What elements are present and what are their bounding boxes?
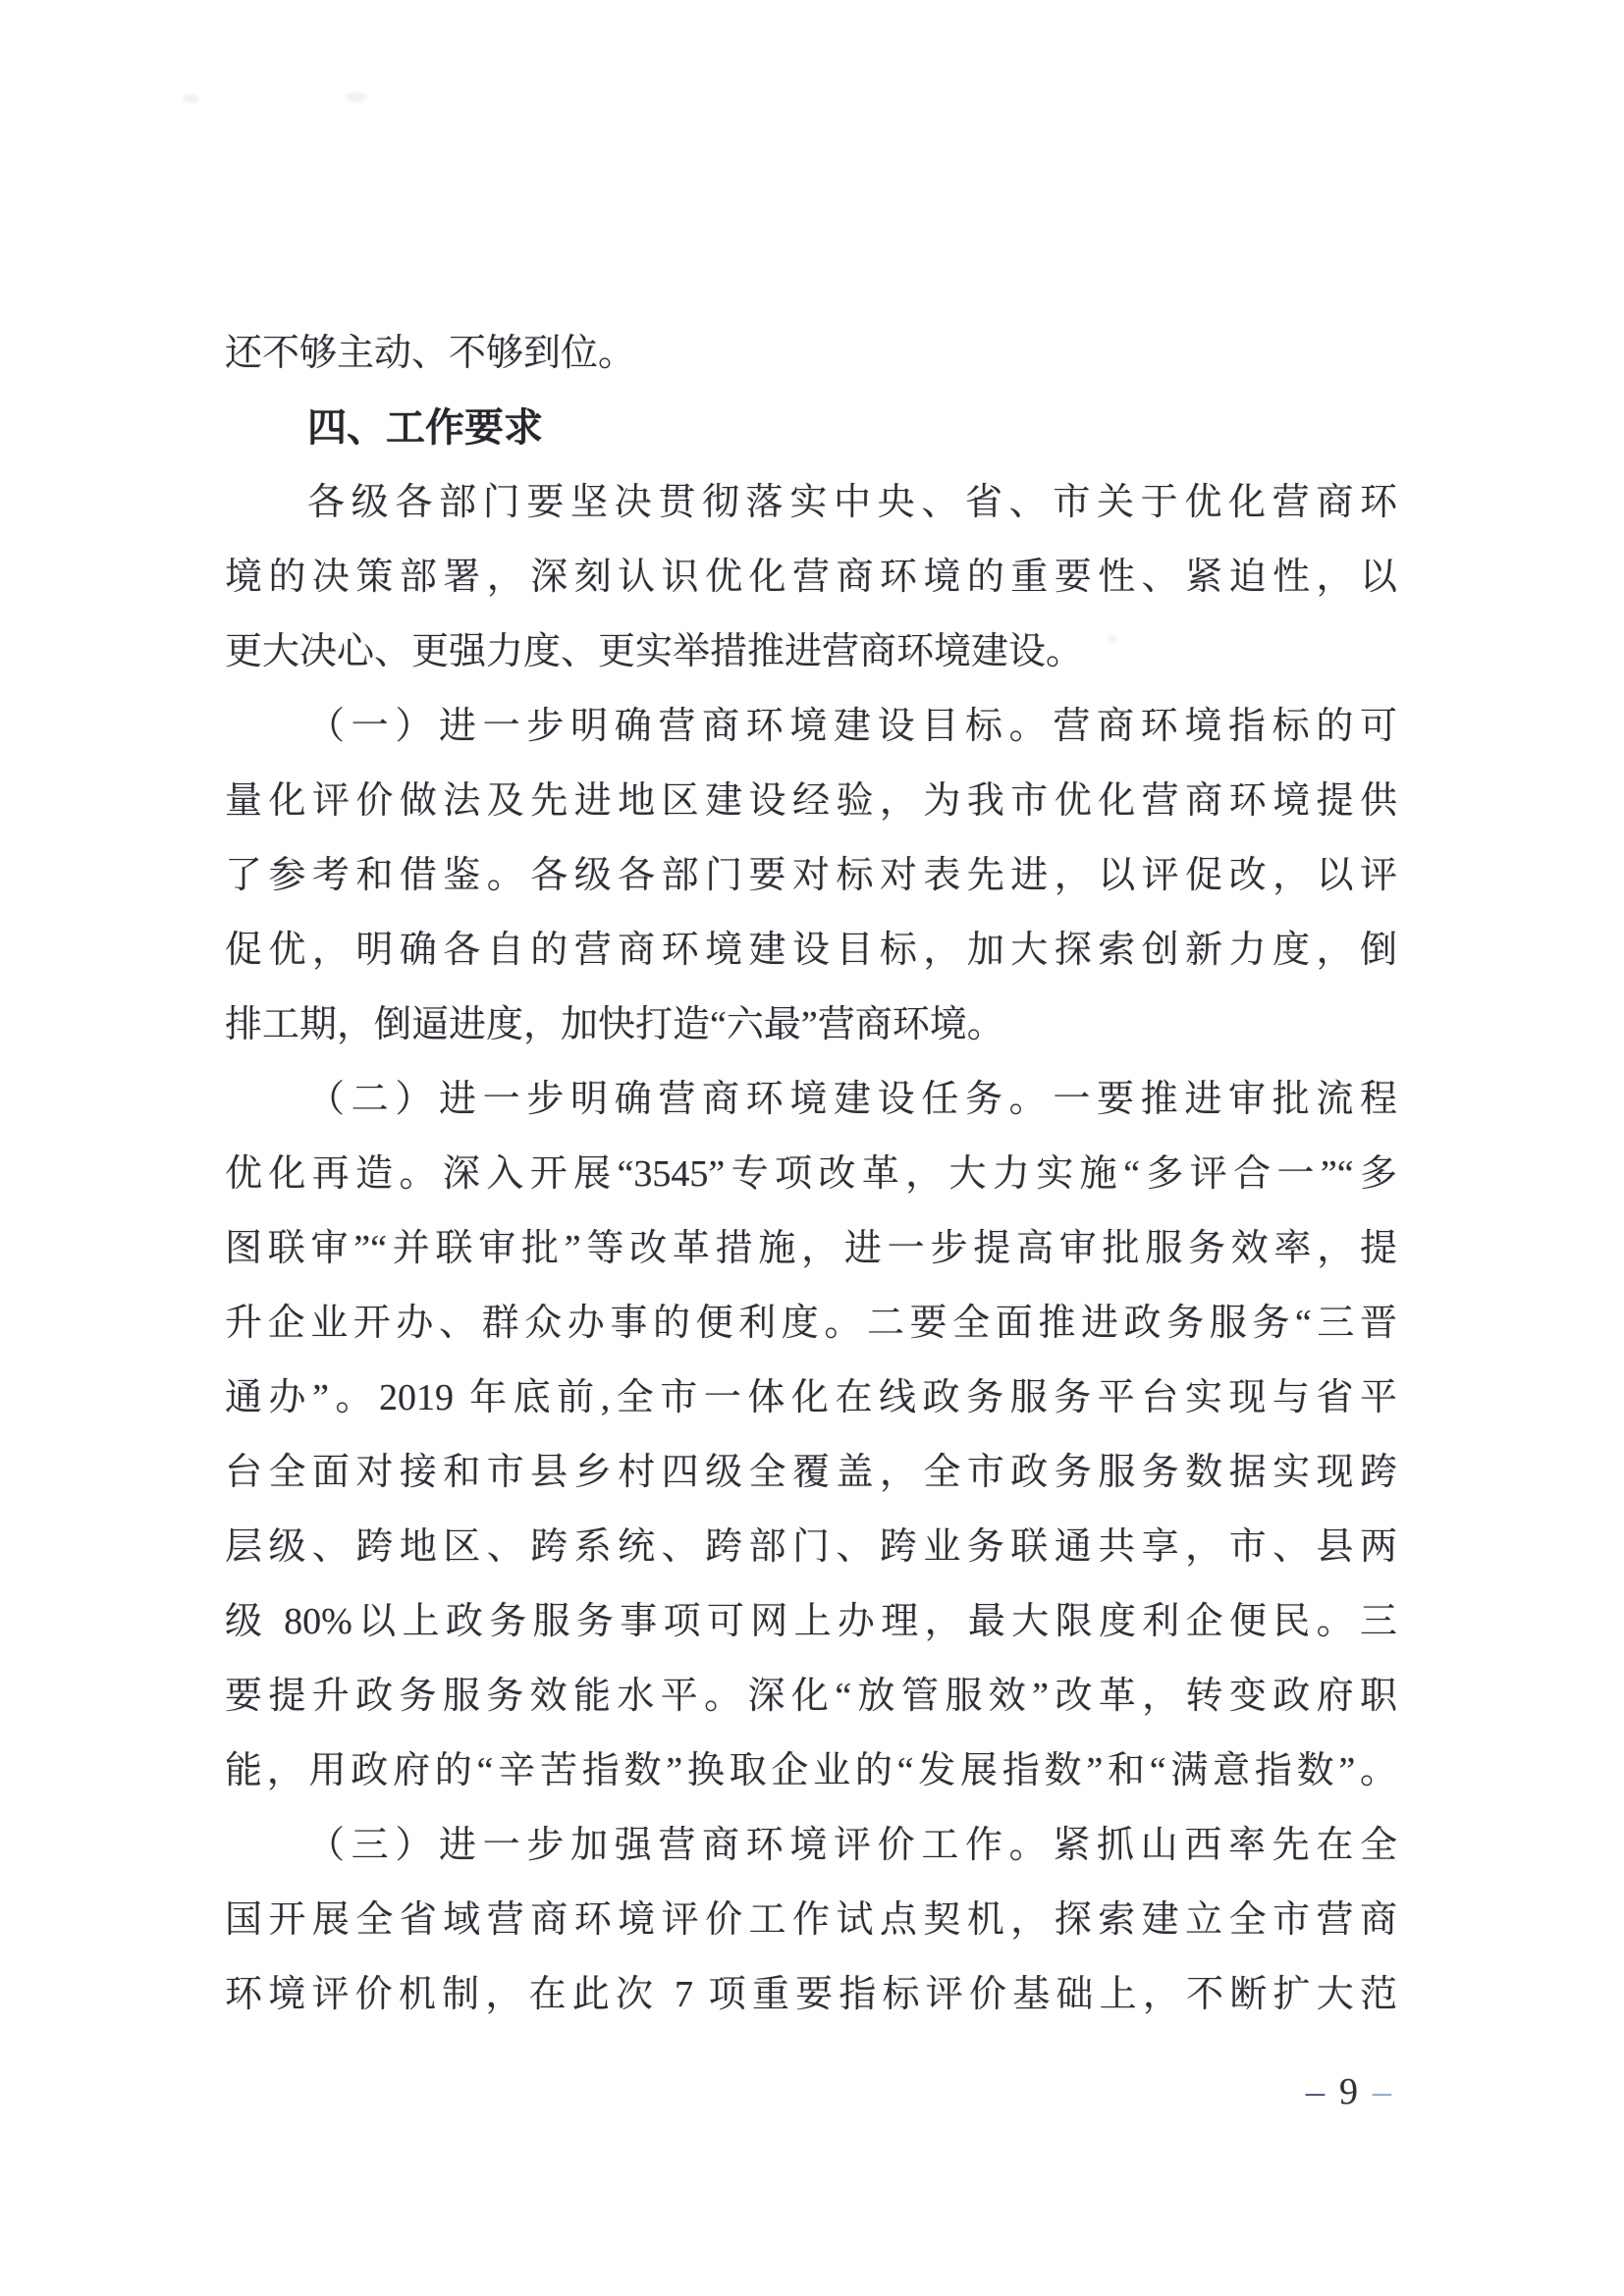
text-line: 通办”。2019 年底前,全市一体化在线政务服务平台实现与省平 [225, 1377, 1397, 1418]
text-line: （二）进一步明确营商环境建设任务。一要推进审批流程 [307, 1079, 1397, 1120]
text-line: 层级、跨地区、跨系统、跨部门、跨业务联通共享，市、县两 [225, 1526, 1397, 1568]
text-line: 排工期，倒逼进度，加快打造“六最”营商环境。 [225, 1004, 1004, 1045]
document-body [225, 316, 1397, 2032]
text-line: 级 80%以上政务服务事项可网上办理，最大限度利企便民。三 [225, 1601, 1397, 1642]
text-line: 环境评价机制，在此次 7 项重要指标评价基础上，不断扩大范 [225, 1974, 1397, 2015]
text-line: 优化再造。深入开展“3545”专项改革，大力实施“多评合一”“多 [225, 1153, 1397, 1195]
text-line: （三）进一步加强营商环境评价工作。紧抓山西率先在全 [307, 1825, 1397, 1866]
scan-smudge [346, 92, 367, 102]
text-line: 能，用政府的“辛苦指数”换取企业的“发展指数”和“满意指数”。 [225, 1750, 1397, 1791]
text-line: 量化评价做法及先进地区建设经验，为我市优化营商环境提供 [225, 780, 1397, 822]
text-line: （一）进一步明确营商环境建设目标。营商环境指标的可 [307, 706, 1397, 747]
text-line: 升企业开办、群众办事的便利度。二要全面推进政务服务“三晋 [225, 1303, 1397, 1344]
text-line: 促优，明确各自的营商环境建设目标，加大探索创新力度，倒 [225, 930, 1397, 971]
text-line: 要提升政务服务效能水平。深化“放管服效”改革，转变政府职 [225, 1676, 1397, 1717]
text-line: 境的决策部署，深刻认识优化营商环境的重要性、紧迫性，以 [225, 557, 1397, 598]
page-number-dash-left: – [1306, 2071, 1325, 2112]
scan-smudge [183, 94, 198, 103]
text-line: 各级各部门要坚决贯彻落实中央、省、市关于优化营商环 [307, 482, 1397, 523]
section-heading: 四、工作要求 [307, 406, 543, 450]
text-line: 台全面对接和市县乡村四级全覆盖，全市政务服务数据实现跨 [225, 1452, 1397, 1493]
text-line: 了参考和借鉴。各级各部门要对标对表先进，以评促改，以评 [225, 855, 1397, 896]
text-line: 国开展全省域营商环境评价工作试点契机，探索建立全市营商 [225, 1899, 1397, 1941]
text-line: 更大决心、更强力度、更实举措推进营商环境建设。 [225, 631, 1084, 672]
page-number-dash-right: – [1373, 2071, 1391, 2112]
page-number-value: 9 [1339, 2071, 1358, 2112]
text-line: 图联审”“并联审批”等改革措施，进一步提高审批服务效率，提 [225, 1228, 1397, 1269]
text-line: 还不够主动、不够到位。 [225, 333, 636, 374]
page-number [1306, 2063, 1391, 2120]
